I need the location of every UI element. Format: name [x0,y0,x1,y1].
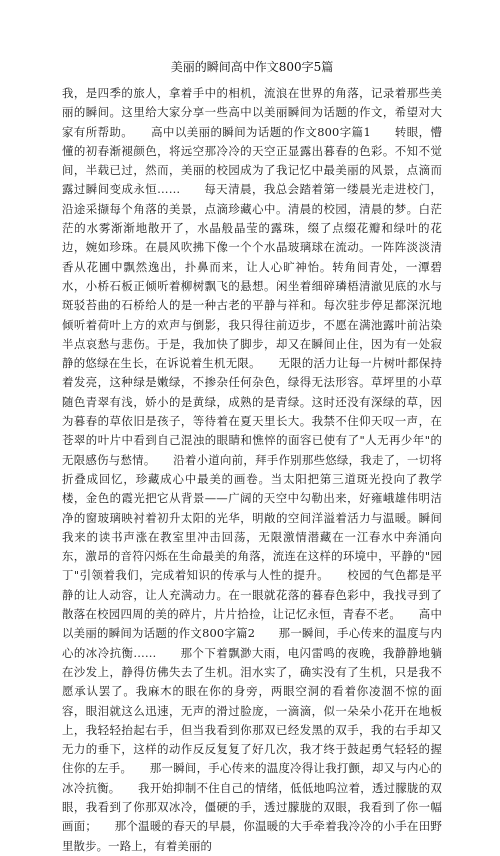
document-body: 我，是四季的旅人，拿着手中的相机，流浪在世界的角落，记录着那些美丽的瞬间。这里给大家分享一些高中以美丽瞬间为话题的作文，希望对大家有所帮助。 高中以美丽的瞬间为话题的作文800字篇1 转眼，懵懂的初春渐褪颜色，将远空那冷冷的天空正显露出暮春的色彩。不知不觉间，半载已过，然而，美丽的校园成为了我记忆中最美丽的风景，点滴而露过瞬间变成永恒…… 每天清晨，我总会踏着第一缕晨光走进校门，沿途采撷每个角落的美景，点滴珍藏心中。清晨的校园，清晨的梦。白茫茫的水雾渐渐地散开了，水晶般晶莹的露珠，缀了点缀花瓣和绿叶的花边，婉如珍珠。在晨风吹拂下像一个个水晶玻璃球在流动。一阵阵淡淡清香从花圃中飘然逸出，扑鼻而来，让人心旷神怡。转角间青处，一潭碧水，小桥石板正倾听着柳树飘飞的悬想。闲坐着细碎璘梧清澈见底的水与斑驳苔曲的石桥给人的是一种古老的平静与祥和。每次驻步停足都深沉地倾听着荷叶上方的欢声与倒影，我只得往前迈步，不愿在满池露叶前沾染半点哀愁与悲伤。于是，我加快了脚步，却又在瞬间止住，因为有一处寂静的悠绿在生长，在诉说着生机无限。 无限的活力让每一片树叶都保持着发亮，这种绿是嫩绿，不掺杂任何杂色，绿得无法形容。草坪里的小草随色青翠有浅，娇小的是黄绿，成熟的是青绿。这时还没有深绿的草，因为暮春的草依旧是孩子，等待着在夏天里长大。我禁不住仰天叹一声，在苍翠的叶片中看到自己混浊的眼睛和憔悴的面容已使有了"人无再少年"的无限感伤与愁情。 沿着小道向前，拜手作别那些悠绿，我走了，一切将折叠成回忆，珍藏成心中最美的画卷。当太阳把第三道斑光投向了教学楼，金色的霞光把它从背景——广阔的天空中勾勒出来，好雍峨雄伟明洁净的窗玻璃映衬着初升太阳的光华，明敞的空间洋溢着活力与温暖。瞬间我来的读书声涨在教室里冲击回荡，无限激情潜藏在一江春水中奔涌向东，激昂的音符闪烁在生命最美的角落，流连在这样的环境中，平静的"园丁"引领着我们，完成着知识的传承与人性的提升。 校园的气色都是平静的让人动容，让人充满动力。在一眼就花落的暮春色彩中，我找寻到了散落在校园四周的美的碎片，片片拾捡，让记忆永恒，青春不老。 高中以美丽的瞬间为话题的作文800字篇2 那一瞬间，手心传来的温度与内心的冰冷抗衡…… 那个下着飘渺大雨，电闪雷鸣的夜晚，我静静地躺在沙发上，静得仿佛失去了生机。泪水实了，确实没有了生机，只是我不愿承认罢了。我麻木的眼在你的身旁，两眼空洞的看着你凌涸不惊的面容，眼泪就这么迅速，无声的滑过脸庞，一滴滴，似一朵朵小花开在地板上，我轻轻抬起右手，但当我看到你那双已经发黑的双手，我的右手却又无力的垂下，这样的动作反反复复了好几次，我才终于鼓起勇气轻轻的握住你的左手。 那一瞬间，手心传来的温度冷得让我打颤，却又与内心的冰冷抗衡。 我开始抑制不住自己的情绪，低低地呜泣着，透过朦胧的双眼，我看到了你那双冰冷，僵硬的手，透过朦胧的双眼，我看到了你一幅画面； 那个温暖的春天的早晨，你温暖的大手牵着我冷冷的小手在田野里散步。一路上，有着美丽的 [62,86,442,853]
document-title: 美丽的瞬间高中作文800字5篇 [170,60,334,74]
